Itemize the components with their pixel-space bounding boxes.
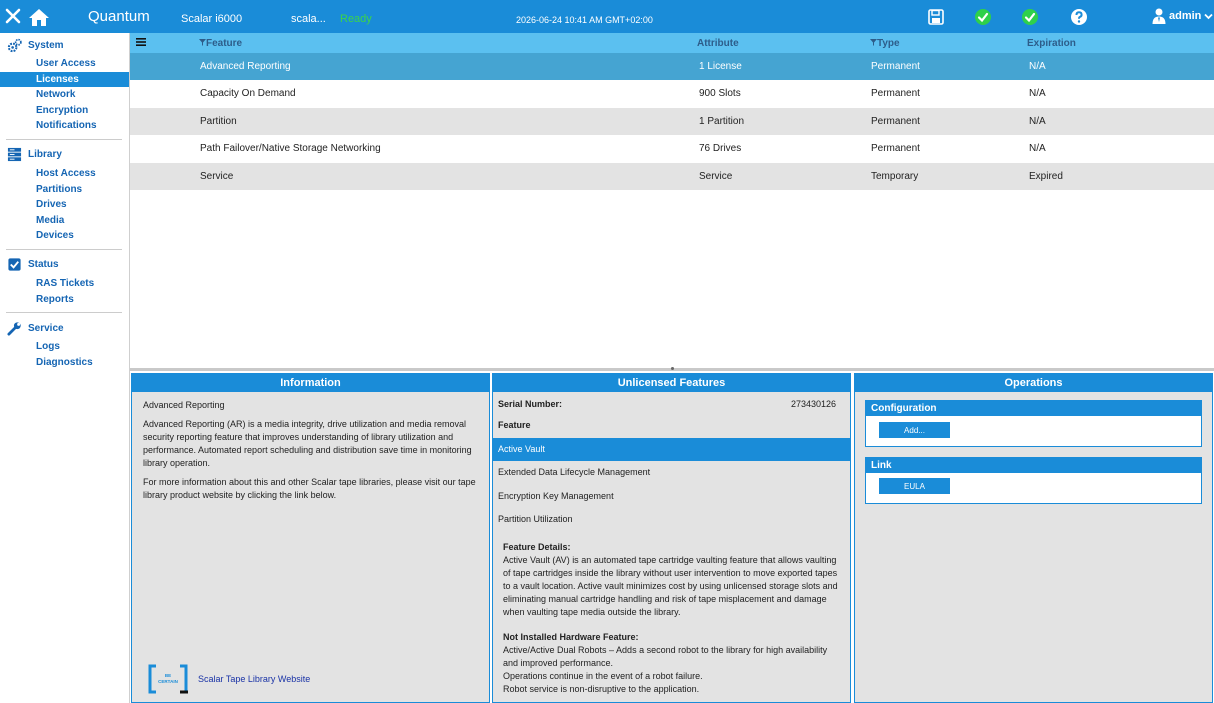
sidebar-group-header[interactable]: System — [0, 34, 129, 56]
panel-title: Unlicensed Features — [493, 374, 850, 392]
top-bar — [0, 0, 1214, 33]
sidebar-group-system — [0, 34, 129, 134]
gears-icon — [7, 38, 22, 53]
sidebar-group-header[interactable]: Status — [0, 254, 129, 276]
serial-value: 273430126 — [790, 399, 836, 409]
sidebar-group-header[interactable]: Service — [0, 317, 129, 339]
svg-text:CERTAIN: CERTAIN — [158, 679, 178, 684]
details-heading: Feature Details: — [503, 542, 571, 553]
checkbox-icon — [7, 257, 22, 272]
cell-attribute: 76 Drives — [699, 143, 742, 155]
section-title: Configuration — [866, 401, 1201, 416]
close-icon[interactable] — [5, 8, 21, 24]
cell-attribute: 900 Slots — [699, 88, 741, 100]
check-icon[interactable] — [974, 8, 992, 26]
cell-feature: Path Failover/Native Storage Networking — [200, 143, 381, 155]
help-icon[interactable] — [1070, 8, 1088, 26]
cell-attribute: 1 License — [699, 61, 742, 72]
list-item[interactable]: Encryption Key Management — [498, 490, 614, 501]
sidebar-item-drives[interactable]: Drives — [36, 199, 67, 211]
sidebar-item-host-access[interactable]: Host Access — [36, 167, 96, 179]
hardware-line: Operations continue in the event of a robot failure. — [503, 671, 703, 682]
configuration-section — [865, 400, 1202, 447]
website-link-row — [148, 664, 310, 694]
column-header-feature[interactable]: Feature — [199, 38, 242, 49]
sidebar-item-reports[interactable]: Reports — [36, 293, 74, 305]
sidebar-group-header[interactable]: Library — [0, 144, 129, 166]
information-panel — [131, 373, 490, 703]
wrench-icon — [7, 321, 22, 336]
user-icon — [1152, 8, 1166, 24]
check-icon[interactable] — [1021, 8, 1039, 26]
sidebar-item-licenses[interactable]: Licenses — [0, 72, 129, 88]
user-menu[interactable] — [1152, 8, 1213, 24]
cell-feature: Service — [200, 170, 234, 182]
license-table — [130, 33, 1214, 369]
cell-expiration: N/A — [1029, 88, 1046, 100]
divider — [6, 312, 122, 313]
list-item[interactable]: Active Vault — [493, 438, 850, 461]
sidebar-item-ras-tickets[interactable]: RAS Tickets — [36, 277, 95, 289]
link-section — [865, 457, 1202, 504]
filter-icon[interactable] — [199, 39, 206, 46]
serial-number-row — [493, 392, 850, 409]
sidebar-item-media[interactable]: Media — [36, 214, 65, 226]
splitter-grip[interactable] — [671, 367, 674, 370]
section-title: Link — [866, 458, 1201, 473]
cell-type: Permanent — [871, 88, 920, 100]
sidebar-item-network[interactable]: Network — [36, 89, 76, 101]
sidebar-item-devices[interactable]: Devices — [36, 230, 74, 242]
table-header — [130, 33, 1214, 53]
table-row[interactable] — [130, 135, 1214, 162]
hardware-line: Robot service is non-disruptive to the application. — [503, 684, 700, 695]
column-header-type[interactable]: Type — [870, 38, 900, 49]
cell-attribute: 1 Partition — [699, 115, 745, 127]
server-icon — [7, 147, 22, 162]
sidebar-item-diagnostics[interactable]: Diagnostics — [36, 356, 93, 368]
hardware-heading: Not Installed Hardware Feature: — [503, 632, 639, 643]
serial-label: Serial Number: — [498, 399, 563, 409]
cell-expiration: N/A — [1029, 143, 1046, 155]
feature-details — [493, 531, 850, 696]
cell-feature: Partition — [200, 115, 237, 127]
cell-expiration: Expired — [1029, 170, 1063, 182]
save-icon[interactable] — [927, 8, 945, 26]
home-icon[interactable] — [28, 7, 50, 27]
list-item[interactable]: Extended Data Lifecycle Management — [498, 467, 651, 478]
divider — [6, 139, 122, 140]
library-model: Scalar i6000 — [181, 13, 243, 25]
table-row[interactable] — [130, 108, 1214, 135]
sidebar-item-user-access[interactable]: User Access — [36, 58, 96, 69]
sidebar — [0, 33, 130, 703]
hardware-line: Active/Active Dual Robots – Adds a second robot to the library for high availability and improved performance. — [503, 645, 828, 669]
svg-text:BE: BE — [164, 673, 172, 678]
library-host: scala... — [291, 13, 326, 25]
cell-type: Permanent — [871, 61, 920, 72]
info-more: For more information about this and other Scalar tape libraries, please visit our tape library product website by clicking the link below. — [143, 477, 476, 500]
unlicensed-feature-list — [493, 438, 850, 531]
cell-type: Permanent — [871, 143, 920, 155]
sidebar-item-encryption[interactable]: Encryption — [36, 104, 89, 116]
feature-column-label: Feature — [498, 420, 531, 430]
sidebar-item-partitions[interactable]: Partitions — [36, 183, 83, 195]
unlicensed-features-panel — [492, 373, 851, 703]
sidebar-group-status — [0, 254, 129, 307]
column-header-expiration[interactable]: Expiration — [1027, 38, 1076, 49]
filter-icon[interactable] — [870, 39, 877, 46]
add-license-button[interactable]: Add... — [879, 422, 950, 438]
sidebar-group-library — [0, 144, 129, 244]
sidebar-item-notifications[interactable]: Notifications — [36, 120, 97, 132]
table-row[interactable] — [130, 53, 1214, 80]
divider — [6, 249, 122, 250]
scalar-website-link[interactable]: Scalar Tape Library Website — [198, 674, 311, 684]
cell-feature: Advanced Reporting — [200, 61, 291, 72]
cell-type: Temporary — [871, 170, 919, 182]
brand-name: Quantum — [88, 8, 150, 25]
panel-title: Information — [132, 374, 489, 392]
sidebar-item-logs[interactable]: Logs — [36, 341, 60, 353]
user-name: admin — [1169, 10, 1202, 22]
be-certain-logo[interactable] — [148, 664, 188, 694]
chevron-down-icon — [1204, 13, 1213, 20]
list-item[interactable]: Partition Utilization — [498, 513, 573, 524]
cell-expiration: N/A — [1029, 61, 1046, 72]
panel-splitter[interactable] — [130, 368, 1214, 371]
hamburger-menu-icon[interactable] — [135, 36, 147, 48]
operations-panel — [854, 373, 1213, 703]
date-time: 2026-06-24 10:41 AM GMT+02:00 — [516, 15, 653, 25]
panel-title: Operations — [855, 374, 1212, 392]
cell-expiration: N/A — [1029, 115, 1046, 127]
details-text: Active Vault (AV) is an automated tape cartridge vaulting feature that allows vaulting of tape cartridges inside the library without user intervention to move exported tapes to a vault location. Active vault minimizes cost by using unlicensed storage slots and eliminating manual cartridge handling and risk of tape misplacement and damage when vaulting tape media outside the library. — [503, 555, 838, 618]
eula-button[interactable]: EULA — [879, 478, 950, 494]
library-state: Ready — [340, 13, 372, 25]
info-heading: Advanced Reporting — [143, 400, 225, 410]
column-header-attribute[interactable]: Attribute — [697, 38, 739, 49]
info-description: Advanced Reporting (AR) is a media integrity, drive utilization and media removal security reporting feature that improves understanding of library utilization and performance. Automated report scheduling and distribution save time in monitoring library operation. — [143, 419, 472, 468]
table-row[interactable] — [130, 80, 1214, 107]
cell-feature: Capacity On Demand — [200, 88, 296, 100]
table-row[interactable] — [130, 163, 1214, 190]
cell-attribute: Service — [699, 170, 733, 182]
sidebar-group-service — [0, 317, 129, 370]
cell-type: Permanent — [871, 115, 920, 127]
